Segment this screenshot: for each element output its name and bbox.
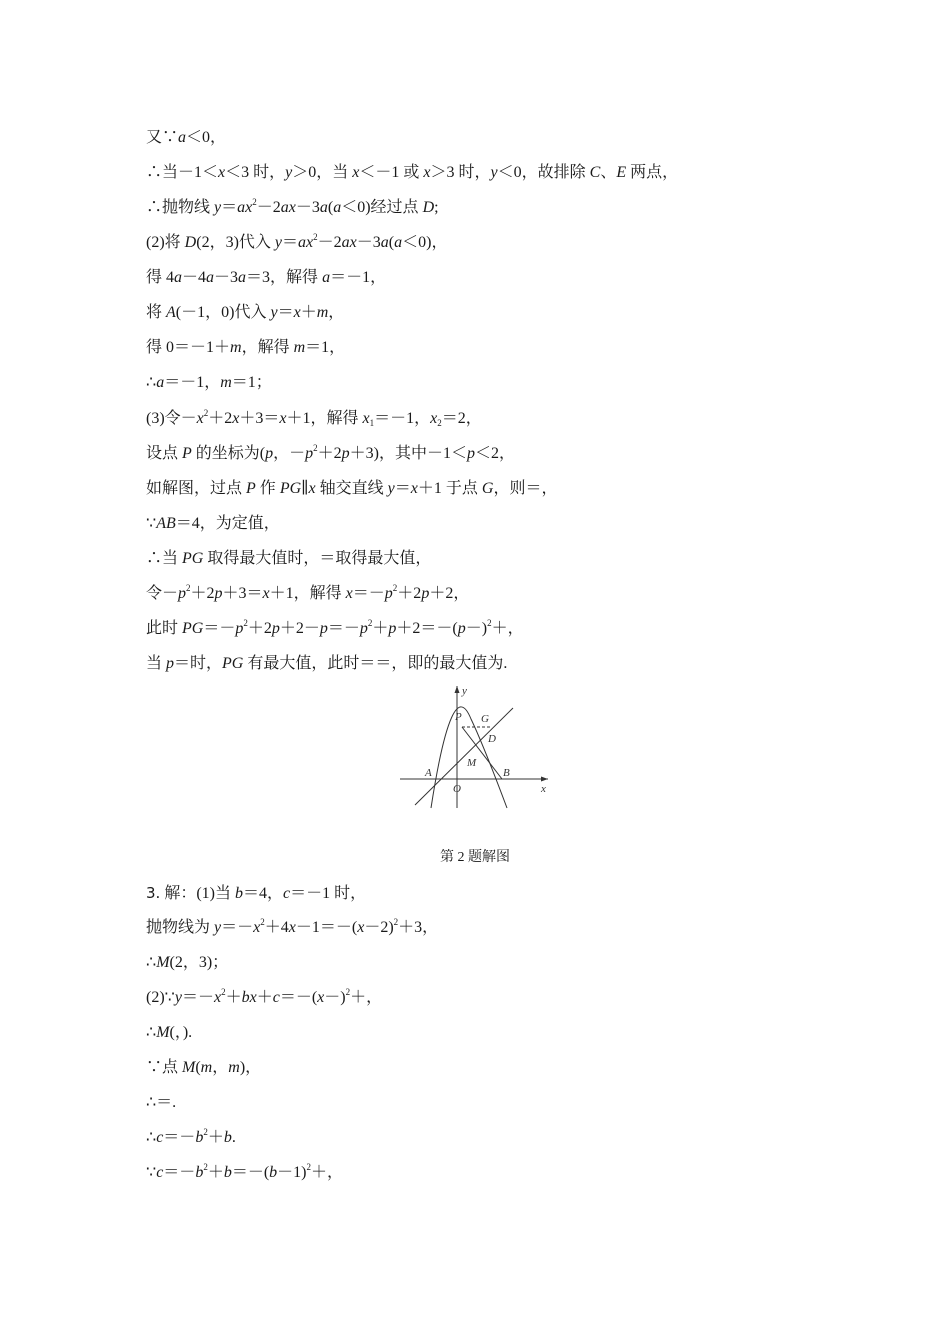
text-line: ∵点 M(m，m)， (146, 1059, 262, 1076)
text-line: 令$-p^2+2p+3=x+1$，解得 $x=-p^2+2p+2$， (146, 583, 470, 602)
label-x: x (541, 783, 546, 795)
parabola-solution-figure (395, 682, 555, 810)
text-line: 如解图，过点 P 作 PG∥x 轴交直线 y＝x＋1 于点 G，则＝， (146, 480, 558, 497)
label-y: y (462, 685, 467, 697)
figure-caption: 第 2 题解图 (440, 850, 510, 865)
label-G: G (481, 713, 489, 725)
text-line: ∴抛物线 $y=ax^2-2ax-3a(a<0)$经过点 D; (146, 197, 439, 216)
label-D: D (488, 733, 496, 745)
text-line: 设点 P 的坐标为(p，$-p^2+2p+3$)，其中－1＜p＜2， (146, 443, 516, 462)
label-B: B (503, 767, 510, 779)
label-A: A (425, 767, 432, 779)
text-line: 将 A(－1，0)代入 y＝x＋m， (146, 304, 345, 321)
text-line: 此时 $PG=-p^2+2p+2-p=-p^2+p+2=-(p-)^2+$， (146, 618, 524, 637)
text-line: 得 4a－4a－3a＝3，解得 a＝－1， (146, 269, 387, 286)
text-line: 又∵a＜0， (146, 129, 227, 146)
text-line: 3. 解：(1)当 b＝4，c＝－1 时， (146, 884, 367, 902)
text-line: $(2)\because y=-x^2+bx+c=-(x-)^2+$， (146, 987, 383, 1006)
text-line: ∴M(2，3)； (146, 954, 229, 971)
text-line: ∵AB＝4，为定值， (146, 515, 280, 532)
x-axis-arrow-icon (541, 777, 548, 782)
line-y-x-plus-1 (415, 708, 513, 805)
text-line: ∴＝. (146, 1094, 177, 1111)
text-line: $\because c=-b^2+b=-(b-1)^2+$， (146, 1162, 344, 1181)
text-line: 得 0＝－1＋m，解得 m＝1， (146, 339, 346, 356)
text-line: $\therefore c=-b^2+b$. (146, 1127, 236, 1146)
text-line: 抛物线为 $y=-x^2+4x-1=-(x-2)^2+3$， (146, 917, 439, 936)
text-line: (2)将 D(2，3)代入 $y=ax^2-2ax-3a(a<0)$， (146, 232, 448, 251)
text-line: ∴当 PG 取得最大值时，＝取得最大值， (146, 550, 432, 567)
text-line: ∴当－1＜x＜3 时，y＞0，当 x＜－1 或 x＞3 时，y＜0，故排除 C、E 两点， (146, 164, 679, 181)
label-M: M (467, 757, 477, 769)
label-P: P (455, 711, 462, 723)
label-O: O (453, 783, 461, 795)
text-line: (3)令$-x^2+2x+3=x+1$，解得 $x_1=-1$，$x_2=2$， (146, 408, 482, 428)
text-line: ∴a＝－1，m＝1； (146, 374, 272, 391)
y-axis-arrow-icon (455, 686, 460, 693)
text-line: ∴M(，). (146, 1024, 193, 1041)
text-line: 当 p＝时，PG 有最大值，此时＝＝，即的最大值为. (146, 655, 508, 672)
